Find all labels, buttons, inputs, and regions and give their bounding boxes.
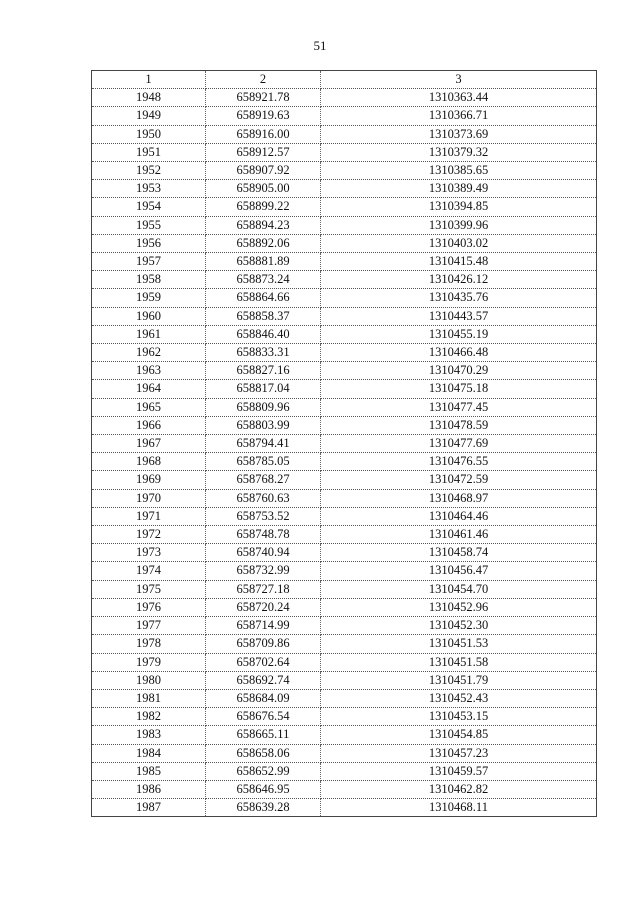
table-row [92, 344, 597, 362]
table-cell-col-2: 658846.40 [206, 325, 321, 343]
table-row [92, 125, 597, 143]
table-cell-col-2: 658639.28 [206, 799, 321, 817]
table-cell-col-2: 658881.89 [206, 253, 321, 271]
table-cell-col-3: 1310399.96 [321, 216, 597, 234]
table-row [92, 598, 597, 616]
table-cell-col-1: 1963 [92, 362, 206, 380]
table-cell-col-1: 1977 [92, 617, 206, 635]
table-cell-col-2: 658740.94 [206, 544, 321, 562]
table-cell-col-3: 1310389.49 [321, 180, 597, 198]
table-row [92, 198, 597, 216]
table-cell-col-2: 658905.00 [206, 180, 321, 198]
table-cell-col-1: 1985 [92, 762, 206, 780]
table-cell-col-1: 1967 [92, 435, 206, 453]
table-row [92, 289, 597, 307]
table-cell-col-3: 1310451.79 [321, 671, 597, 689]
table-cell-col-2: 658702.64 [206, 653, 321, 671]
table-cell-col-3: 1310363.44 [321, 89, 597, 107]
table-cell-col-3: 1310454.85 [321, 726, 597, 744]
table-cell-col-3: 1310373.69 [321, 125, 597, 143]
table-cell-col-3: 1310459.57 [321, 762, 597, 780]
table-cell-col-1: 1953 [92, 180, 206, 198]
table-row [92, 526, 597, 544]
table-row [92, 762, 597, 780]
table-cell-col-1: 1973 [92, 544, 206, 562]
table-cell-col-1: 1986 [92, 780, 206, 798]
table-row [92, 653, 597, 671]
table-cell-col-1: 1958 [92, 271, 206, 289]
table-cell-col-3: 1310456.47 [321, 562, 597, 580]
column-header-3: 3 [321, 71, 597, 89]
table-cell-col-3: 1310477.45 [321, 398, 597, 416]
table-cell-col-2: 658709.86 [206, 635, 321, 653]
table-cell-col-3: 1310476.55 [321, 453, 597, 471]
table-cell-col-1: 1975 [92, 580, 206, 598]
table-cell-col-2: 658760.63 [206, 489, 321, 507]
table-cell-col-1: 1970 [92, 489, 206, 507]
table-row [92, 253, 597, 271]
table-row [92, 107, 597, 125]
table-cell-col-3: 1310458.74 [321, 544, 597, 562]
table-cell-col-2: 658907.92 [206, 162, 321, 180]
table-cell-col-2: 658894.23 [206, 216, 321, 234]
table-cell-col-1: 1954 [92, 198, 206, 216]
table-cell-col-3: 1310426.12 [321, 271, 597, 289]
table-row [92, 562, 597, 580]
table-cell-col-3: 1310457.23 [321, 744, 597, 762]
table-row [92, 708, 597, 726]
table-cell-col-1: 1979 [92, 653, 206, 671]
table-row [92, 325, 597, 343]
table-cell-col-2: 658727.18 [206, 580, 321, 598]
table-cell-col-3: 1310451.53 [321, 635, 597, 653]
table-cell-col-2: 658665.11 [206, 726, 321, 744]
table-cell-col-2: 658912.57 [206, 143, 321, 161]
table-cell-col-3: 1310394.85 [321, 198, 597, 216]
page-number: 51 [313, 38, 327, 53]
table-row [92, 489, 597, 507]
table-cell-col-2: 658753.52 [206, 507, 321, 525]
table-cell-col-1: 1965 [92, 398, 206, 416]
table-row [92, 689, 597, 707]
table-row [92, 307, 597, 325]
table-cell-col-2: 658714.99 [206, 617, 321, 635]
table-cell-col-1: 1972 [92, 526, 206, 544]
table-cell-col-1: 1978 [92, 635, 206, 653]
table-cell-col-2: 658720.24 [206, 598, 321, 616]
table-cell-col-3: 1310379.32 [321, 143, 597, 161]
table-row [92, 671, 597, 689]
table-cell-col-3: 1310455.19 [321, 325, 597, 343]
table-cell-col-2: 658919.63 [206, 107, 321, 125]
column-header-2: 2 [206, 71, 321, 89]
table-row [92, 580, 597, 598]
table-row [92, 216, 597, 234]
table-row [92, 617, 597, 635]
table-cell-col-2: 658676.54 [206, 708, 321, 726]
table-cell-col-1: 1949 [92, 107, 206, 125]
table-cell-col-2: 658827.16 [206, 362, 321, 380]
table-row [92, 416, 597, 434]
table-cell-col-3: 1310443.57 [321, 307, 597, 325]
table-row [92, 453, 597, 471]
table-cell-col-1: 1983 [92, 726, 206, 744]
table-cell-col-1: 1952 [92, 162, 206, 180]
table-cell-col-2: 658864.66 [206, 289, 321, 307]
table-cell-col-1: 1960 [92, 307, 206, 325]
table-cell-col-3: 1310468.11 [321, 799, 597, 817]
table-row [92, 180, 597, 198]
table-cell-col-2: 658684.09 [206, 689, 321, 707]
table-cell-col-3: 1310470.29 [321, 362, 597, 380]
column-header-1: 1 [92, 71, 206, 89]
table-cell-col-3: 1310415.48 [321, 253, 597, 271]
table-header-row [92, 71, 597, 89]
table-row [92, 799, 597, 817]
table-cell-col-1: 1971 [92, 507, 206, 525]
table-cell-col-2: 658892.06 [206, 234, 321, 252]
table-cell-col-1: 1984 [92, 744, 206, 762]
table-row [92, 271, 597, 289]
table-cell-col-2: 658809.96 [206, 398, 321, 416]
table-cell-col-1: 1950 [92, 125, 206, 143]
table-cell-col-1: 1951 [92, 143, 206, 161]
table-cell-col-1: 1948 [92, 89, 206, 107]
table-cell-col-3: 1310475.18 [321, 380, 597, 398]
table-cell-col-1: 1957 [92, 253, 206, 271]
table-cell-col-2: 658916.00 [206, 125, 321, 143]
table-row [92, 398, 597, 416]
table-cell-col-1: 1981 [92, 689, 206, 707]
table-cell-col-2: 658858.37 [206, 307, 321, 325]
table-row [92, 143, 597, 161]
table-cell-col-3: 1310452.43 [321, 689, 597, 707]
table-cell-col-2: 658833.31 [206, 344, 321, 362]
table-cell-col-3: 1310466.48 [321, 344, 597, 362]
table-cell-col-2: 658768.27 [206, 471, 321, 489]
table-row [92, 435, 597, 453]
table-cell-col-3: 1310464.46 [321, 507, 597, 525]
table-row [92, 780, 597, 798]
table-cell-col-2: 658873.24 [206, 271, 321, 289]
table-cell-col-1: 1964 [92, 380, 206, 398]
table-row [92, 471, 597, 489]
table-cell-col-1: 1961 [92, 325, 206, 343]
table-row [92, 635, 597, 653]
table-row [92, 726, 597, 744]
table-cell-col-3: 1310403.02 [321, 234, 597, 252]
table-cell-col-2: 658921.78 [206, 89, 321, 107]
table-row [92, 544, 597, 562]
coordinates-table [91, 70, 597, 817]
table-cell-col-1: 1966 [92, 416, 206, 434]
table-cell-col-3: 1310385.65 [321, 162, 597, 180]
table-cell-col-3: 1310478.59 [321, 416, 597, 434]
table-cell-col-3: 1310453.15 [321, 708, 597, 726]
table-cell-col-1: 1982 [92, 708, 206, 726]
table-cell-col-2: 658646.95 [206, 780, 321, 798]
table-cell-col-2: 658658.06 [206, 744, 321, 762]
table-cell-col-2: 658794.41 [206, 435, 321, 453]
table-cell-col-1: 1976 [92, 598, 206, 616]
table-cell-col-2: 658899.22 [206, 198, 321, 216]
table-cell-col-1: 1962 [92, 344, 206, 362]
table-cell-col-3: 1310468.97 [321, 489, 597, 507]
table-cell-col-3: 1310454.70 [321, 580, 597, 598]
table-cell-col-2: 658785.05 [206, 453, 321, 471]
table-cell-col-3: 1310462.82 [321, 780, 597, 798]
table-body [92, 89, 597, 817]
table-cell-col-1: 1968 [92, 453, 206, 471]
table-cell-col-1: 1987 [92, 799, 206, 817]
table-row [92, 380, 597, 398]
table-cell-col-3: 1310366.71 [321, 107, 597, 125]
table-cell-col-3: 1310452.96 [321, 598, 597, 616]
table-cell-col-2: 658803.99 [206, 416, 321, 434]
table-row [92, 744, 597, 762]
table-row [92, 234, 597, 252]
table-row [92, 362, 597, 380]
table-cell-col-2: 658748.78 [206, 526, 321, 544]
table-cell-col-3: 1310472.59 [321, 471, 597, 489]
table-cell-col-2: 658817.04 [206, 380, 321, 398]
table-row [92, 162, 597, 180]
table-cell-col-1: 1955 [92, 216, 206, 234]
table-cell-col-3: 1310435.76 [321, 289, 597, 307]
table-cell-col-1: 1969 [92, 471, 206, 489]
table-cell-col-3: 1310461.46 [321, 526, 597, 544]
table-cell-col-2: 658652.99 [206, 762, 321, 780]
table-cell-col-2: 658732.99 [206, 562, 321, 580]
table-cell-col-1: 1974 [92, 562, 206, 580]
table-cell-col-3: 1310477.69 [321, 435, 597, 453]
table-row [92, 507, 597, 525]
table-cell-col-3: 1310451.58 [321, 653, 597, 671]
table-cell-col-3: 1310452.30 [321, 617, 597, 635]
table-row [92, 89, 597, 107]
table-cell-col-1: 1956 [92, 234, 206, 252]
table-cell-col-2: 658692.74 [206, 671, 321, 689]
table-cell-col-1: 1959 [92, 289, 206, 307]
table-cell-col-1: 1980 [92, 671, 206, 689]
